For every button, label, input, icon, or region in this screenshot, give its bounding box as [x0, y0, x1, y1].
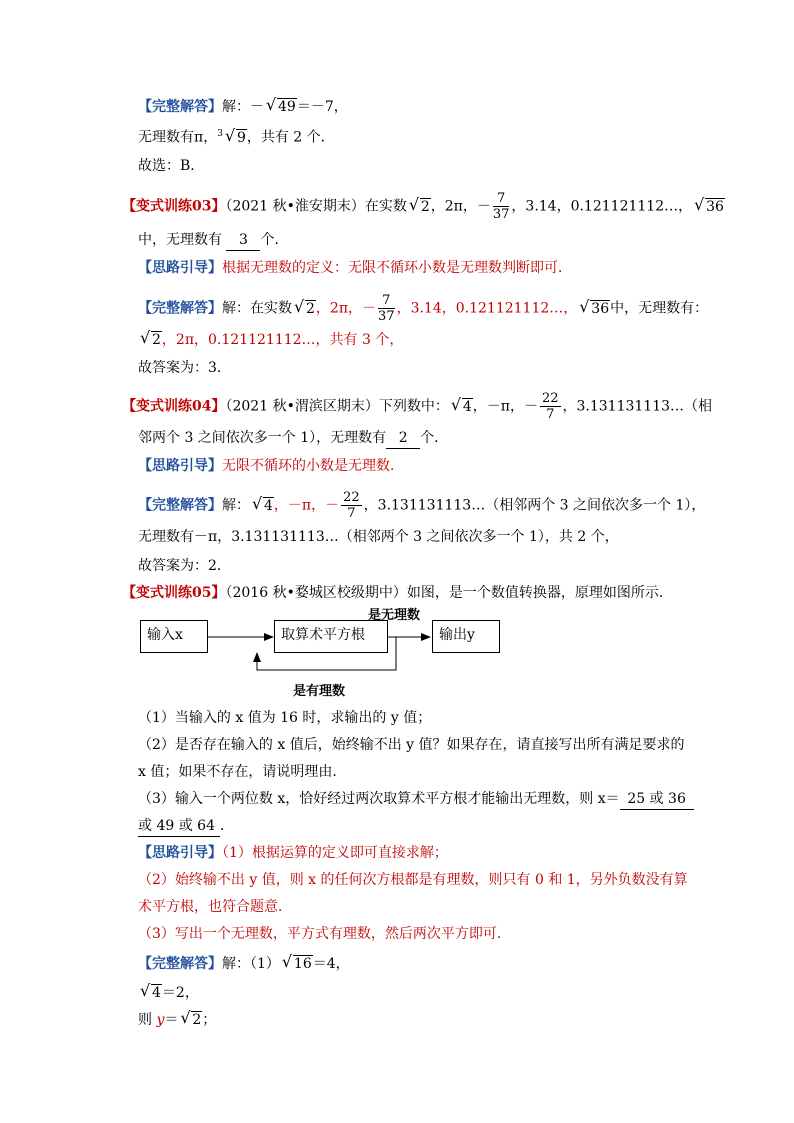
flow-label-irrational: 是无理数 — [368, 608, 421, 623]
sqrt-expression: √ 2 — [409, 197, 431, 217]
sqrt-expression: √ 2 — [140, 330, 162, 350]
hint-line — [138, 258, 572, 278]
answer-text: ＝4， — [312, 956, 350, 972]
question-line — [122, 191, 725, 222]
exercise-tag: 【变式训练05】 — [122, 585, 226, 601]
fraction: $\frac{22}{7}$ — [541, 391, 559, 422]
question-text: （2）是否存在输入的 x 值后，始终输不出 y 值？如果存在，请直接写出所有满足要求的 — [138, 737, 685, 753]
answer-text: 无理数有π， — [138, 129, 218, 146]
question-line — [138, 428, 448, 449]
exercise-tag: 【变式训练04】 — [122, 398, 226, 415]
fraction: $\frac{22}{7}$ — [343, 490, 360, 521]
answer-blank: 3 — [226, 230, 260, 251]
sqrt-expression: √ 49 — [266, 97, 297, 117]
answer-line — [138, 330, 403, 350]
exercise-tag: 【变式训练03】 — [122, 198, 226, 215]
answer-line — [138, 490, 705, 521]
question-line — [122, 391, 712, 422]
answer-text: ＝ — [164, 1012, 179, 1028]
answer-text: 中，无理数有： — [610, 300, 709, 317]
full-answer-tag: 【完整解答】 — [138, 956, 222, 972]
question-text: （2016 秋•婺城区校级期中）如图，是一个数值转换器，原理如图所示． — [225, 585, 673, 601]
answer-text: ，2π，0.121121112…，共有 3 个， — [161, 332, 404, 348]
hint-text: （3）写出一个无理数，平方式有理数，然后两次平方即可． — [138, 926, 511, 942]
variable-y: y — [156, 1012, 165, 1028]
answer-text: ，3.14，0.121121112…， — [396, 300, 578, 317]
answer-text: ，共有 2 个． — [246, 129, 335, 146]
root-index: 3 — [217, 129, 223, 139]
question-text: ，－π，－ — [472, 398, 538, 415]
answer-text: 故答案为：3． — [138, 360, 231, 376]
answer-blank: 25 或 36 — [620, 789, 694, 810]
question-line — [138, 816, 234, 837]
hint-text: 根据无理数的定义：无限不循环小数是无理数判断即可． — [222, 260, 572, 276]
answer-text: ，2π，－ — [315, 300, 377, 317]
question-text: （2021 秋•渭滨区期末）下列数中： — [225, 398, 449, 415]
answer-blank: 或 49 或 64 — [138, 816, 220, 837]
hint-text: （2）始终输不出 y 值，则 x 的任何次方根都是有理数，则只有 0 和 1，另外负数没有算 — [138, 872, 688, 888]
answer-line — [138, 293, 708, 324]
fraction: $\frac{7}{37}$ — [492, 191, 510, 222]
answer-line — [138, 954, 350, 974]
question-text: 个． — [420, 430, 449, 446]
answer-blank: 2 — [386, 428, 420, 449]
question-text: （3）输入一个两位数 x，恰好经过两次取算术平方根才能输出无理数，则 x＝ — [138, 791, 620, 807]
question-text: ，3.14，0.121121112…， — [511, 198, 693, 215]
hint-line — [138, 456, 404, 476]
answer-line — [138, 124, 335, 148]
hint-line — [138, 924, 511, 944]
question-text: 中，无理数有 — [138, 232, 222, 248]
sqrt-expression: √ 4 — [140, 983, 162, 1003]
sqrt-expression: √ 4 — [451, 397, 473, 417]
answer-text: ，－π，－ — [273, 497, 340, 514]
question-line — [138, 708, 431, 728]
answer-line — [138, 527, 619, 547]
answer-text: 解：－ — [222, 99, 264, 115]
question-text: （2021 秋•淮安期末）在实数 — [225, 198, 407, 215]
flow-input-box: 输入x — [140, 620, 208, 653]
flow-process-box: 取算术平方根 — [274, 620, 388, 653]
answer-text: 解：在实数 — [222, 300, 292, 317]
sqrt-expression: √ 36 — [579, 299, 610, 319]
answer-text: 故选：B． — [138, 158, 205, 174]
answer-text: ＝2， — [161, 985, 199, 1001]
answer-line — [138, 97, 348, 117]
answer-text: ，3.131131113…（相邻两个 3 之间依次多一个 1）， — [363, 497, 706, 514]
sqrt-expression: √ 4 — [252, 496, 274, 516]
question-text: ，3.131131113…（相 — [562, 398, 713, 415]
answer-text: 故答案为：2． — [138, 558, 231, 574]
hint-line — [138, 843, 448, 863]
answer-text: 则 — [138, 1012, 157, 1028]
question-text: （1）当输入的 x 值为 16 时，求输出的 y 值； — [138, 710, 432, 726]
fraction: $\frac{7}{37}$ — [378, 293, 395, 324]
hint-text: 术平方根，也符合题意． — [138, 899, 292, 915]
sqrt-expression: √ 2 — [294, 299, 316, 319]
answer-text: 无理数有－π，3.131131113…（相邻两个 3 之间依次多一个 1），共 2 个， — [138, 529, 619, 545]
answer-text: ＝－7， — [296, 99, 348, 115]
hint-tag: 【思路引导】 — [138, 458, 222, 474]
question-line — [138, 789, 694, 810]
answer-line — [138, 156, 204, 176]
cube-root-expression: √ 9 — [225, 128, 247, 148]
question-text: 邻两个 3 之间依次多一个 1），无理数有 — [138, 430, 387, 446]
full-answer-tag: 【完整解答】 — [138, 497, 222, 514]
full-answer-tag: 【完整解答】 — [138, 99, 222, 115]
hint-line — [138, 870, 688, 890]
hint-line — [138, 897, 292, 917]
answer-line — [138, 983, 199, 1003]
question-line — [122, 583, 673, 603]
question-line — [138, 762, 346, 782]
full-answer-tag: 【完整解答】 — [138, 300, 222, 317]
question-text: ． — [220, 818, 234, 834]
answer-line — [138, 1010, 216, 1030]
hint-tag: 【思路引导】 — [138, 845, 222, 861]
answer-text: 解： — [222, 497, 250, 514]
hint-text: 无限不循环的小数是无理数． — [222, 458, 404, 474]
question-text: x 值；如果不存在，请说明理由． — [138, 764, 347, 780]
flow-output-box: 输出y — [432, 620, 500, 653]
flow-label-rational: 是有理数 — [293, 684, 346, 699]
answer-line — [138, 358, 231, 378]
hint-text: （1）根据运算的定义即可直接求解； — [222, 845, 448, 861]
answer-text: ； — [202, 1012, 217, 1028]
sqrt-expression: √ 16 — [282, 954, 313, 974]
answer-line — [138, 556, 231, 576]
answer-text: 解：（1） — [222, 956, 280, 972]
question-line — [138, 735, 685, 755]
hint-tag: 【思路引导】 — [138, 260, 222, 276]
sqrt-expression: √ 36 — [694, 197, 725, 217]
sqrt-expression: √ 2 — [180, 1010, 202, 1030]
question-text: ，2π，－ — [430, 198, 491, 215]
question-text: 个． — [260, 232, 289, 248]
question-line — [138, 230, 288, 251]
